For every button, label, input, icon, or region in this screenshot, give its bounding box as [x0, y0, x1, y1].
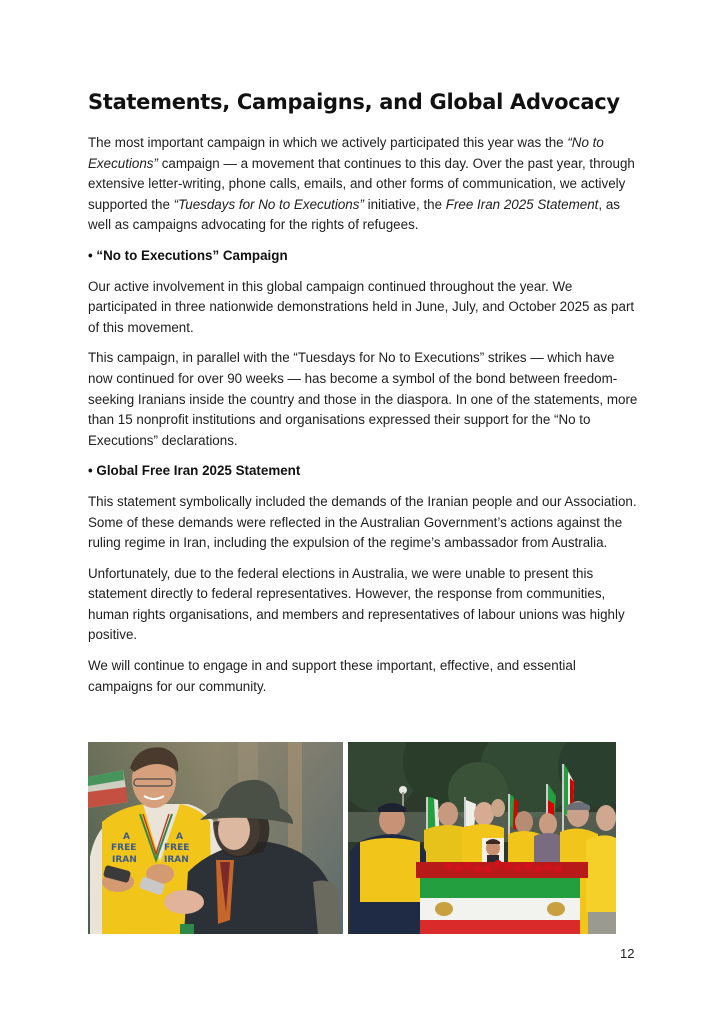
section-heading-free-iran-statement: • Global Free Iran 2025 Statement — [88, 463, 301, 479]
section2-paragraph: Unfortunately, due to the federal elections in Australia, we were unable to present this statement directly to federal representatives. However, the response from communities, human rights organisations, and members and representatives of labour unions was highly positive. — [88, 565, 625, 643]
intro-paragraph — [88, 133, 640, 236]
intro-text-1: The most important campaign in which we actively participated this year was the — [88, 135, 568, 150]
section1-paragraph: Our active involvement in this global campaign continued throughout the year. We participated in three nationwide demonstrations held in June, July, and October 2025 as part of this movement. — [88, 278, 635, 335]
page-title: Statements, Campaigns, and Global Advocacy — [88, 90, 620, 114]
photo-volunteer-phone — [88, 742, 343, 934]
intro-text-3: initiative, the — [363, 196, 446, 212]
section-heading-no-to-executions: • “No to Executions” Campaign — [88, 247, 288, 263]
svg-text:A: A — [123, 832, 130, 842]
page-content — [88, 133, 640, 707]
intro-emphasis-2: “Tuesdays for No to Executions” — [173, 196, 364, 212]
section2-paragraph: This statement symbolically included the demands of the Iranian people and our Association. Some of these demands were reflected in the Australian Government’s actions against the ruling regime in Iran, including the expulsion of the regime’s ambassador from Australia. — [88, 493, 637, 551]
page-number: 12 — [620, 946, 635, 961]
photo-volunteer-image — [88, 742, 343, 934]
svg-text:FREE: FREE — [164, 843, 190, 853]
section1-paragraph: This campaign, in parallel with the “Tuesdays for No to Executions” strikes — which have now continued for over 90 weeks — has become a symbol of the bond between freedom-seeking Iranians inside the country and those in the diaspora. In one of the statements, more than 15 nonprofit institutions and organisations expressed their support for the “No to Executions” declarations. — [88, 350, 638, 448]
svg-text:IRAN: IRAN — [112, 855, 137, 865]
svg-text:A: A — [176, 832, 183, 842]
intro-emphasis-3: Free Iran 2025 Statement — [445, 196, 599, 212]
svg-text:FREE: FREE — [111, 843, 137, 853]
photo-row — [88, 742, 616, 934]
section2-paragraph: We will continue to engage in and support these important, effective, and essential campaigns for our community. — [88, 658, 576, 694]
intro-text-2: campaign — a movement that continues to this day. Over the past year, through extensive letter-writing, phone calls, emails, and other forms of communication, we actively supported the — [88, 155, 635, 212]
intro-text-4: , as well as campaigns advocating for the rights of refugees. — [88, 196, 620, 233]
photo-memorial-gathering — [348, 742, 616, 934]
intro-emphasis-1: “No to Executions” — [88, 135, 604, 171]
svg-text:IRAN: IRAN — [164, 855, 189, 865]
photo-memorial-image — [348, 742, 616, 934]
